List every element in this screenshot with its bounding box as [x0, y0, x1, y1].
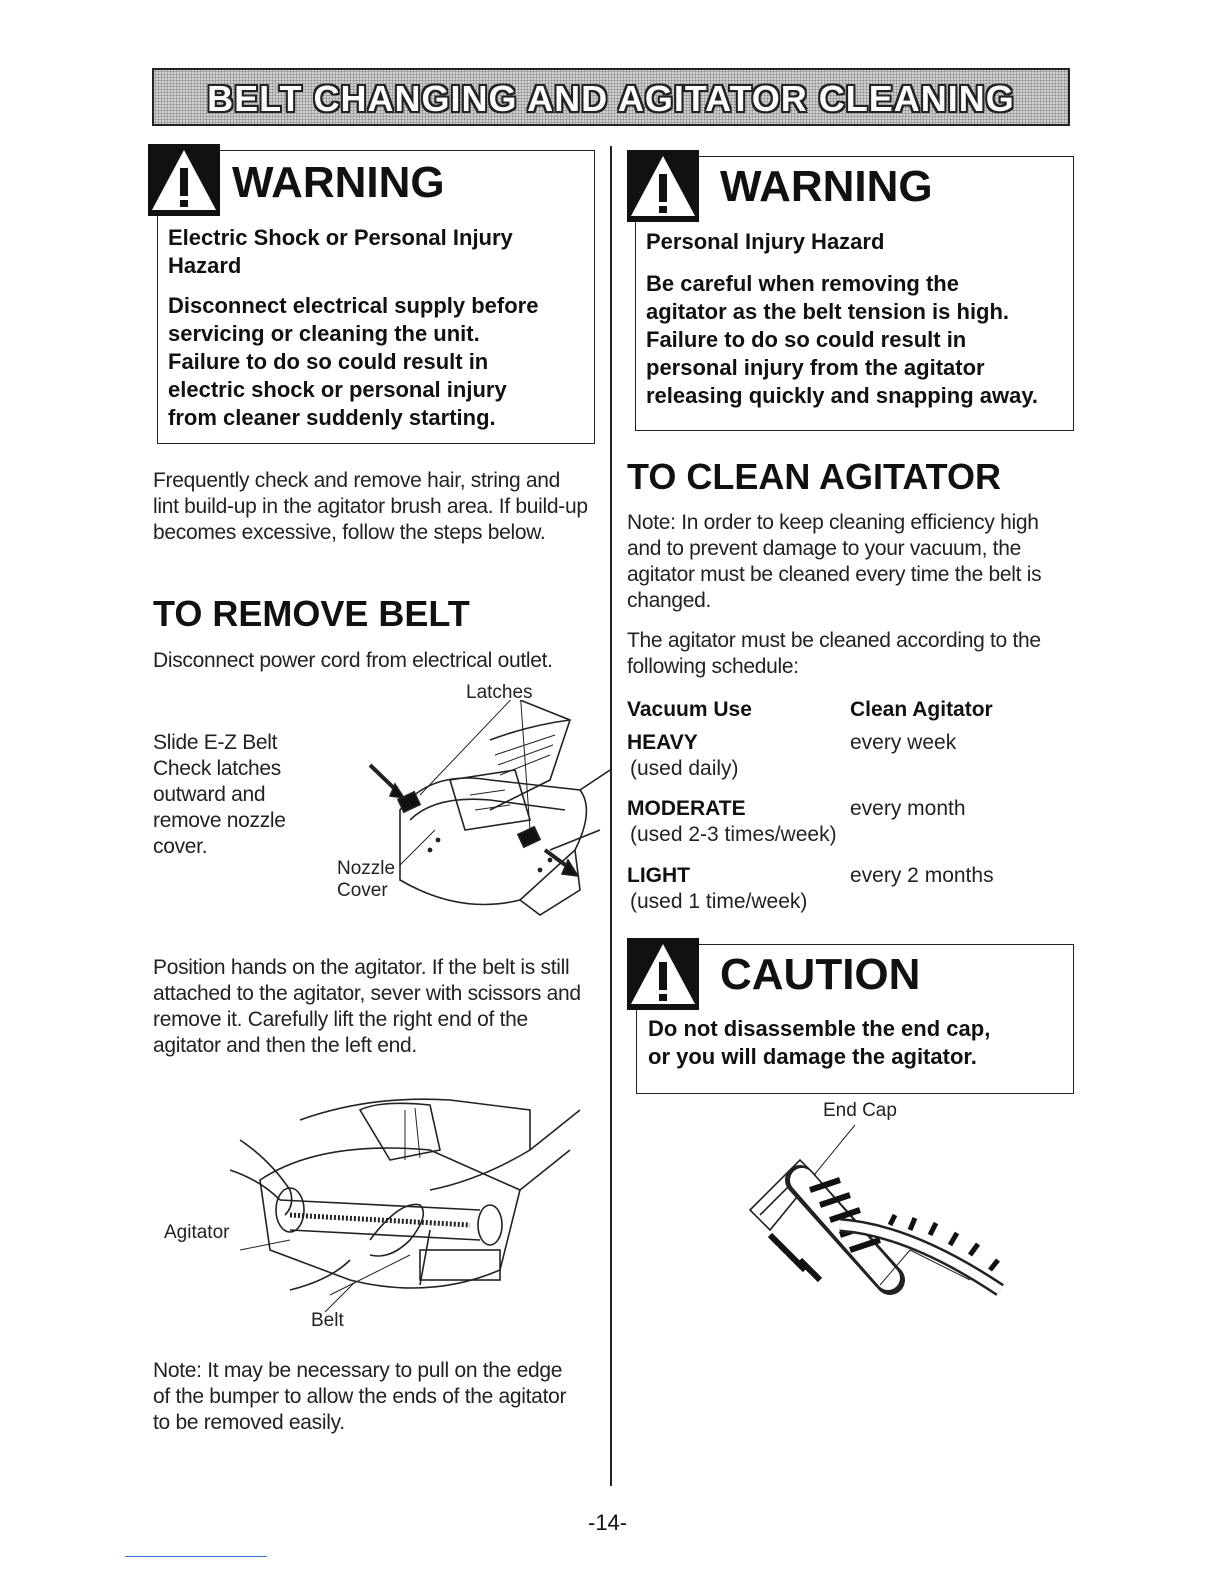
remove-belt-step1: Disconnect power cord from electrical outlet. — [153, 649, 553, 672]
text-line: and to prevent damage to your vacuum, the — [627, 537, 1021, 560]
schedule-intro — [627, 628, 1077, 680]
text-line: electric shock or personal injury — [168, 377, 507, 402]
schedule-col-vacuum-use: Vacuum Use — [627, 698, 752, 721]
right-warning-body — [646, 270, 1070, 410]
text-line: or you will damage the agitator. — [648, 1044, 977, 1069]
nozzle-cover-illustration — [340, 700, 610, 920]
text-line: from cleaner suddenly starting. — [168, 405, 496, 430]
text-line: attached to the agitator, sever with scissors and — [153, 982, 581, 1005]
text-line: changed. — [627, 589, 712, 612]
text-line: Note: It may be necessary to pull on the edge — [153, 1359, 563, 1382]
schedule-row-heavy: HEAVY — [627, 731, 698, 754]
text-line: Frequently check and remove hair, string and — [153, 469, 561, 492]
text-line: The agitator must be cleaned according to the — [627, 629, 1041, 652]
text-line: Disconnect electrical supply before — [168, 293, 539, 318]
intro-paragraph — [153, 468, 603, 546]
right-warning-subtitle: Personal Injury Hazard — [646, 229, 885, 254]
remove-belt-heading: TO REMOVE BELT — [153, 593, 470, 634]
schedule-row-moderate: MODERATE — [627, 797, 746, 820]
text-line: Slide E-Z Belt — [153, 731, 278, 754]
end-cap-label: End Cap — [823, 1100, 897, 1121]
text-line: lint build-up in the agitator brush area. If build-up — [153, 495, 588, 518]
text-line: Be careful when removing the — [646, 271, 959, 296]
text-line: Check latches — [153, 757, 281, 780]
page-title: BELT CHANGING AND AGITATOR CLEANING — [207, 78, 1015, 119]
text-line: Position hands on the agitator. If the belt is still — [153, 956, 570, 979]
agitator-label: Agitator — [164, 1222, 230, 1243]
remove-belt-step3 — [153, 955, 603, 1059]
text-line: releasing quickly and snapping away. — [646, 383, 1039, 408]
caution-body — [648, 1015, 1072, 1071]
footer-rule — [125, 1556, 267, 1557]
schedule-freq-moderate: every month — [850, 797, 966, 820]
text-line: following schedule: — [627, 655, 799, 678]
schedule-freq-light: every 2 months — [850, 864, 994, 887]
caution-heading: CAUTION — [720, 950, 921, 999]
schedule-freq-heavy: every week — [850, 731, 957, 754]
schedule-detail-heavy: (used daily) — [630, 757, 739, 780]
text-line: agitator as the belt tension is high. — [646, 299, 1010, 324]
text-line: becomes excessive, follow the steps below. — [153, 521, 546, 544]
left-warning-subtitle — [168, 224, 588, 280]
warning-triangle-icon — [627, 938, 699, 1010]
text-line: Hazard — [168, 253, 242, 278]
left-warning-heading: WARNING — [232, 158, 445, 207]
remove-belt-note — [153, 1358, 603, 1436]
caution-badge — [627, 938, 699, 1010]
warning-triangle-icon — [627, 150, 699, 222]
belt-leader-line — [320, 1280, 360, 1320]
text-line: outward and — [153, 783, 266, 806]
left-warning-body — [168, 292, 592, 432]
text-line: Do not disassemble the end cap, — [648, 1016, 991, 1041]
schedule-detail-light: (used 1 time/week) — [630, 890, 808, 913]
text-line: agitator must be cleaned every time the belt is — [627, 563, 1042, 586]
remove-belt-step2 — [153, 730, 313, 860]
belt-label: Belt — [311, 1310, 344, 1331]
text-line: servicing or cleaning the unit. — [168, 321, 480, 346]
text-line: Electric Shock or Personal Injury — [168, 225, 513, 250]
text-line: of the bumper to allow the ends of the agitator — [153, 1385, 567, 1408]
schedule-row-light: LIGHT — [627, 864, 690, 887]
text-line: remove nozzle — [153, 809, 286, 832]
right-warning-heading: WARNING — [720, 162, 933, 211]
warning-triangle-icon — [148, 144, 220, 216]
text-line: Failure to do so could result in — [168, 349, 489, 374]
latches-label: Latches — [466, 682, 533, 703]
title-banner — [152, 68, 1070, 126]
schedule-detail-moderate: (used 2-3 times/week) — [630, 823, 837, 846]
right-warning-badge — [627, 150, 699, 222]
left-warning-badge — [148, 144, 220, 216]
column-divider — [610, 146, 612, 1486]
clean-agitator-note — [627, 510, 1077, 614]
text-line: remove it. Carefully lift the right end of the — [153, 1008, 528, 1031]
text-line: Failure to do so could result in — [646, 327, 967, 352]
agitator-removal-illustration — [230, 1090, 590, 1300]
cover-label: Cover — [337, 880, 388, 901]
text-line: Note: In order to keep cleaning efficiency high — [627, 511, 1039, 534]
clean-agitator-heading: TO CLEAN AGITATOR — [627, 456, 1001, 497]
page-number: -14- — [588, 1510, 628, 1535]
schedule-col-clean-agitator: Clean Agitator — [850, 698, 993, 721]
text-line: to be removed easily. — [153, 1411, 345, 1434]
end-cap-illustration — [740, 1120, 1010, 1300]
text-line: cover. — [153, 835, 208, 858]
nozzle-label: Nozzle — [337, 858, 396, 879]
text-line: personal injury from the agitator — [646, 355, 985, 380]
text-line: agitator and then the left end. — [153, 1034, 417, 1057]
